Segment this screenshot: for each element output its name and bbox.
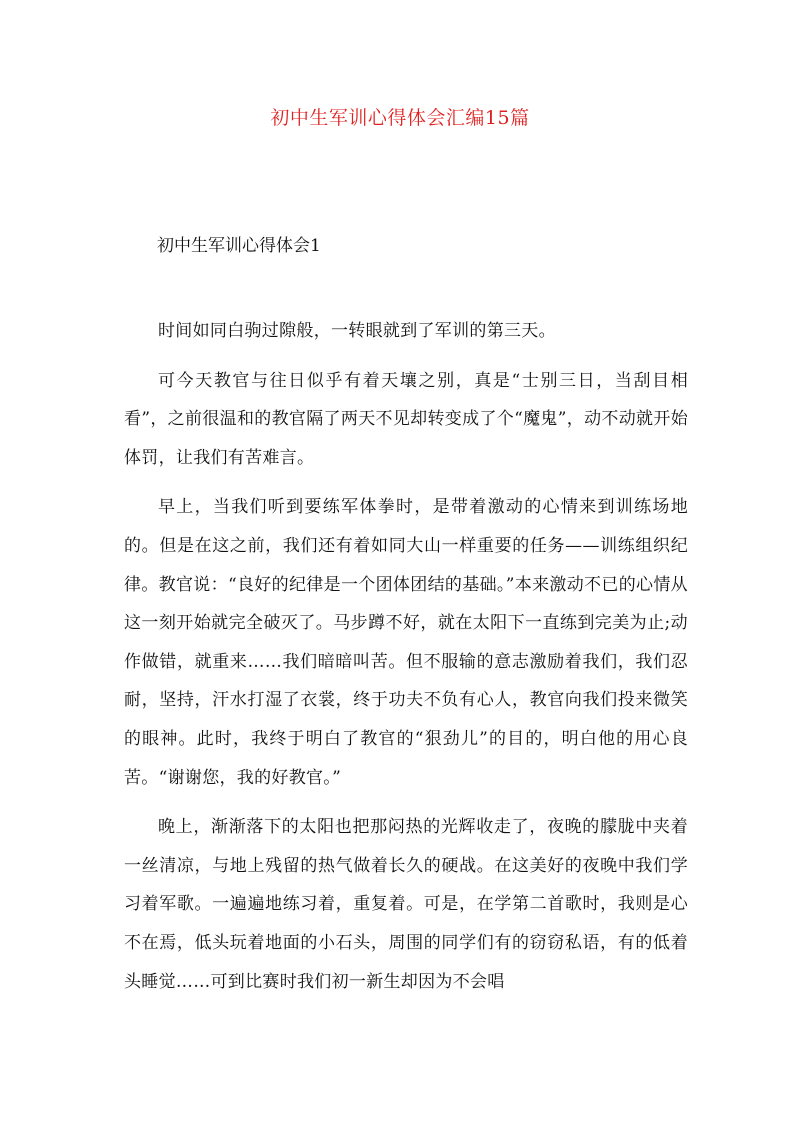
paragraph-2: 可今天教官与往日似乎有着天壤之别，真是“士别三日，当刮目相看”，之前很温和的教官隔了两天不见却转变成了个“魔鬼”，动不动就开始体罚，让我们有苦难言。: [124, 370, 688, 468]
section-heading: 初中生军训心得体会1: [157, 236, 321, 256]
paragraph-4: 晚上，渐渐落下的太阳也把那闷热的光辉收走了，夜晚的朦胧中夹着一丝清凉，与地上残留的热气做着长久的硬战。在这美好的夜晚中我们学习着军歌。一遍遍地练习着，重复着。可是，在学第二首歌时，我则是心不在焉，低头玩着地面的小石头，周围的同学们有的窃窃私语，有的低着头睡觉……可到比赛时我们初一新生却因为不会唱: [124, 817, 688, 992]
body-text: [124, 312, 688, 1012]
paragraph-1: 时间如同白驹过隙般，一转眼就到了军训的第三天。: [158, 321, 556, 341]
paragraph-3: 早上，当我们听到要练军体拳时，是带着激动的心情来到训练场地的。但是在这之前，我们还有着如同大山一样重要的任务——训练组织纪律。教官说：“良好的纪律是一个团体团结的基础。”本来激动不已的心情从这一刻开始就完全破灭了。马步蹲不好，就在太阳下一直练到完美为止;动作做错，就重来……我们暗暗叫苦。但不服输的意志激励着我们，我们忍耐，坚持，汗水打湿了衣裳，终于功夫不负有心人，教官向我们投来微笑的眼神。此时，我终于明白了教官的“狠劲儿”的目的，明白他的用心良苦。“谢谢您，我的好教官。”: [124, 497, 688, 788]
document-title: 初中生军训心得体会汇编15篇: [270, 107, 530, 129]
